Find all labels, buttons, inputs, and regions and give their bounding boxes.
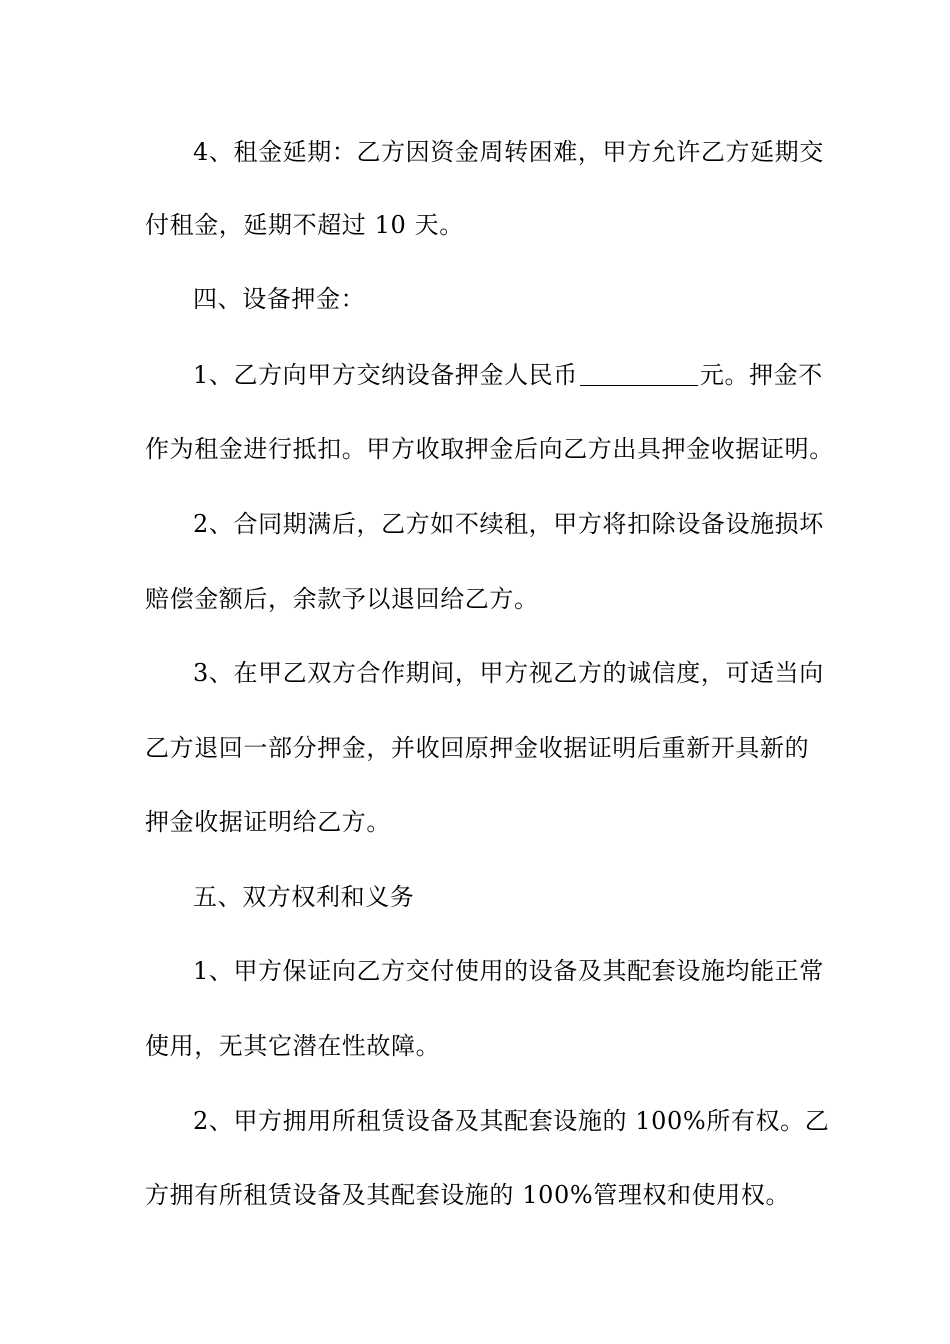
clause-4-1-line-1	[193, 360, 863, 390]
clause-4-2-line-2: 赔偿金额后，余款予以退回给乙方。	[145, 585, 539, 613]
clause-5-1-line-1: 1、甲方保证向乙方交付使用的设备及其配套设施均能正常	[193, 957, 824, 985]
clause-3-4-line-2: 付租金，延期不超过 10 天。	[145, 211, 464, 239]
clause-4-1-line-2: 作为租金进行抵扣。甲方收取押金后向乙方出具押金收据证明。	[145, 435, 834, 463]
deposit-amount-blank	[580, 361, 698, 386]
clause-4-1-text-after-blank: 元。押金不	[699, 361, 823, 389]
clause-4-2-line-1: 2、合同期满后，乙方如不续租，甲方将扣除设备设施损坏	[193, 510, 824, 538]
clause-4-3-line-1: 3、在甲乙双方合作期间，甲方视乙方的诚信度，可适当向	[193, 659, 824, 687]
clause-4-3-line-3: 押金收据证明给乙方。	[145, 808, 391, 836]
clause-4-3-line-2: 乙方退回一部分押金，并收回原押金收据证明后重新开具新的	[145, 734, 810, 762]
clause-3-4-line-1: 4、租金延期：乙方因资金周转困难，甲方允许乙方延期交	[193, 138, 824, 166]
clause-5-2-line-2: 方拥有所租赁设备及其配套设施的 100%管理权和使用权。	[145, 1181, 791, 1209]
clause-5-2-line-1: 2、甲方拥用所租赁设备及其配套设施的 100%所有权。乙	[193, 1107, 830, 1135]
section-4-heading: 四、设备押金：	[193, 285, 366, 313]
clause-4-1-text-before-blank: 1、乙方向甲方交纳设备押金人民币	[193, 361, 578, 389]
clause-5-1-line-2: 使用，无其它潜在性故障。	[145, 1032, 441, 1060]
section-5-heading: 五、双方权利和义务	[193, 883, 415, 911]
